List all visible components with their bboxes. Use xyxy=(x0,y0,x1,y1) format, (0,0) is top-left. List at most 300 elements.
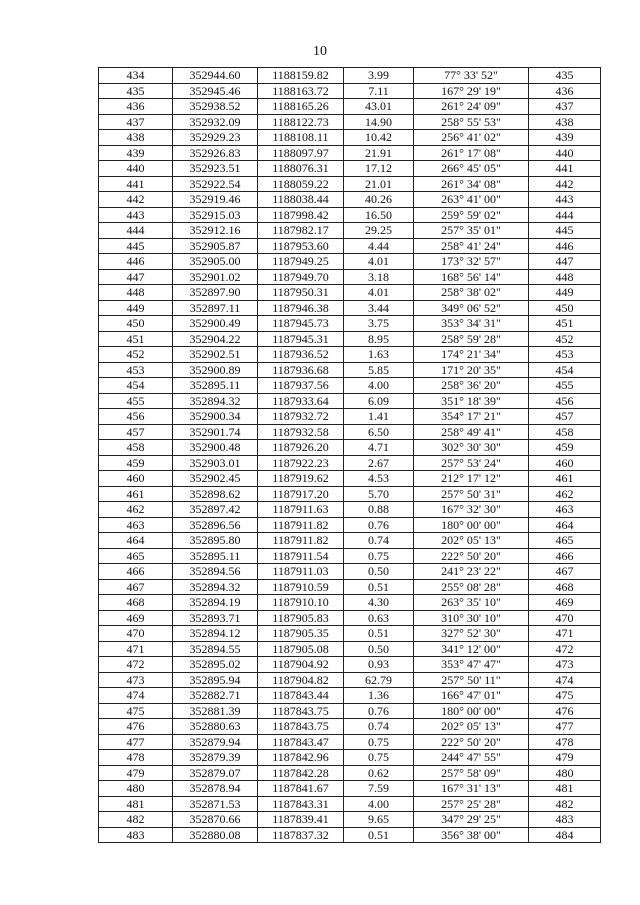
y-coordinate-cell: 1187843.44 xyxy=(258,688,344,704)
bearing-cell: 263° 41' 00" xyxy=(414,192,529,208)
table-row xyxy=(99,827,601,843)
next-point-cell: 447 xyxy=(529,254,601,270)
table-row xyxy=(99,130,601,146)
table-row xyxy=(99,114,601,130)
point-number-cell: 450 xyxy=(99,316,173,332)
next-point-cell: 451 xyxy=(529,316,601,332)
bearing-cell: 259° 59' 02" xyxy=(414,207,529,223)
next-point-cell: 463 xyxy=(529,502,601,518)
distance-cell: 17.12 xyxy=(344,161,414,177)
point-number-cell: 465 xyxy=(99,548,173,564)
table-row xyxy=(99,455,601,471)
point-number-cell: 435 xyxy=(99,83,173,99)
x-coordinate-cell: 352915.03 xyxy=(173,207,258,223)
x-coordinate-cell: 352879.94 xyxy=(173,734,258,750)
point-number-cell: 461 xyxy=(99,486,173,502)
distance-cell: 0.51 xyxy=(344,626,414,642)
bearing-cell: 180° 00' 00" xyxy=(414,517,529,533)
distance-cell: 0.75 xyxy=(344,750,414,766)
bearing-cell: 257° 25' 28" xyxy=(414,796,529,812)
y-coordinate-cell: 1188097.97 xyxy=(258,145,344,161)
distance-cell: 5.70 xyxy=(344,486,414,502)
bearing-cell: 171° 20' 35" xyxy=(414,362,529,378)
bearing-cell: 327° 52' 30" xyxy=(414,626,529,642)
point-number-cell: 474 xyxy=(99,688,173,704)
next-point-cell: 478 xyxy=(529,734,601,750)
distance-cell: 4.30 xyxy=(344,595,414,611)
y-coordinate-cell: 1187922.23 xyxy=(258,455,344,471)
point-number-cell: 479 xyxy=(99,765,173,781)
distance-cell: 0.75 xyxy=(344,548,414,564)
point-number-cell: 464 xyxy=(99,533,173,549)
point-number-cell: 442 xyxy=(99,192,173,208)
next-point-cell: 468 xyxy=(529,579,601,595)
y-coordinate-cell: 1187843.31 xyxy=(258,796,344,812)
next-point-cell: 474 xyxy=(529,672,601,688)
bearing-cell: 341° 12' 00" xyxy=(414,641,529,657)
bearing-cell: 266° 45' 05" xyxy=(414,161,529,177)
x-coordinate-cell: 352895.11 xyxy=(173,378,258,394)
distance-cell: 3.99 xyxy=(344,68,414,84)
next-point-cell: 443 xyxy=(529,192,601,208)
point-number-cell: 441 xyxy=(99,176,173,192)
point-number-cell: 436 xyxy=(99,99,173,115)
y-coordinate-cell: 1187911.54 xyxy=(258,548,344,564)
x-coordinate-cell: 352895.02 xyxy=(173,657,258,673)
point-number-cell: 469 xyxy=(99,610,173,626)
bearing-cell: 257° 50' 11" xyxy=(414,672,529,688)
bearing-cell: 202° 05' 13" xyxy=(414,719,529,735)
table-row xyxy=(99,285,601,301)
bearing-cell: 173° 32' 57" xyxy=(414,254,529,270)
table-row xyxy=(99,471,601,487)
point-number-cell: 446 xyxy=(99,254,173,270)
x-coordinate-cell: 352894.19 xyxy=(173,595,258,611)
x-coordinate-cell: 352901.02 xyxy=(173,269,258,285)
distance-cell: 0.93 xyxy=(344,657,414,673)
point-number-cell: 451 xyxy=(99,331,173,347)
x-coordinate-cell: 352893.71 xyxy=(173,610,258,626)
distance-cell: 4.00 xyxy=(344,378,414,394)
y-coordinate-cell: 1187982.17 xyxy=(258,223,344,239)
y-coordinate-cell: 1188163.72 xyxy=(258,83,344,99)
y-coordinate-cell: 1187905.83 xyxy=(258,610,344,626)
distance-cell: 0.50 xyxy=(344,564,414,580)
y-coordinate-cell: 1187839.41 xyxy=(258,812,344,828)
bearing-cell: 351° 18' 39" xyxy=(414,393,529,409)
next-point-cell: 442 xyxy=(529,176,601,192)
point-number-cell: 452 xyxy=(99,347,173,363)
distance-cell: 0.76 xyxy=(344,517,414,533)
distance-cell: 29.25 xyxy=(344,223,414,239)
distance-cell: 14.90 xyxy=(344,114,414,130)
x-coordinate-cell: 352900.89 xyxy=(173,362,258,378)
y-coordinate-cell: 1187910.10 xyxy=(258,595,344,611)
next-point-cell: 436 xyxy=(529,83,601,99)
bearing-cell: 261° 17' 08" xyxy=(414,145,529,161)
point-number-cell: 480 xyxy=(99,781,173,797)
y-coordinate-cell: 1188159.82 xyxy=(258,68,344,84)
next-point-cell: 462 xyxy=(529,486,601,502)
table-row xyxy=(99,316,601,332)
bearing-cell: 167° 29' 19" xyxy=(414,83,529,99)
distance-cell: 6.09 xyxy=(344,393,414,409)
table-row xyxy=(99,362,601,378)
bearing-cell: 310° 30' 10" xyxy=(414,610,529,626)
next-point-cell: 440 xyxy=(529,145,601,161)
bearing-cell: 258° 36' 20" xyxy=(414,378,529,394)
distance-cell: 2.67 xyxy=(344,455,414,471)
x-coordinate-cell: 352894.55 xyxy=(173,641,258,657)
distance-cell: 7.11 xyxy=(344,83,414,99)
x-coordinate-cell: 352897.11 xyxy=(173,300,258,316)
y-coordinate-cell: 1187842.28 xyxy=(258,765,344,781)
table-row xyxy=(99,161,601,177)
point-number-cell: 472 xyxy=(99,657,173,673)
y-coordinate-cell: 1187905.08 xyxy=(258,641,344,657)
next-point-cell: 456 xyxy=(529,393,601,409)
y-coordinate-cell: 1188122.73 xyxy=(258,114,344,130)
point-number-cell: 477 xyxy=(99,734,173,750)
y-coordinate-cell: 1187904.82 xyxy=(258,672,344,688)
y-coordinate-cell: 1188108.11 xyxy=(258,130,344,146)
x-coordinate-cell: 352938.52 xyxy=(173,99,258,115)
next-point-cell: 458 xyxy=(529,424,601,440)
y-coordinate-cell: 1187936.52 xyxy=(258,347,344,363)
point-number-cell: 454 xyxy=(99,378,173,394)
x-coordinate-cell: 352919.46 xyxy=(173,192,258,208)
bearing-cell: 167° 32' 30" xyxy=(414,502,529,518)
table-row xyxy=(99,502,601,518)
y-coordinate-cell: 1187998.42 xyxy=(258,207,344,223)
next-point-cell: 460 xyxy=(529,455,601,471)
y-coordinate-cell: 1187842.96 xyxy=(258,750,344,766)
point-number-cell: 448 xyxy=(99,285,173,301)
next-point-cell: 459 xyxy=(529,440,601,456)
x-coordinate-cell: 352900.48 xyxy=(173,440,258,456)
point-number-cell: 443 xyxy=(99,207,173,223)
point-number-cell: 483 xyxy=(99,827,173,843)
distance-cell: 16.50 xyxy=(344,207,414,223)
point-number-cell: 444 xyxy=(99,223,173,239)
x-coordinate-cell: 352894.56 xyxy=(173,564,258,580)
y-coordinate-cell: 1187910.59 xyxy=(258,579,344,595)
x-coordinate-cell: 352871.53 xyxy=(173,796,258,812)
bearing-cell: 354° 17' 21" xyxy=(414,409,529,425)
y-coordinate-cell: 1187843.75 xyxy=(258,703,344,719)
bearing-cell: 258° 38' 02" xyxy=(414,285,529,301)
x-coordinate-cell: 352923.51 xyxy=(173,161,258,177)
coordinates-table xyxy=(98,67,601,843)
y-coordinate-cell: 1187919.62 xyxy=(258,471,344,487)
distance-cell: 1.36 xyxy=(344,688,414,704)
next-point-cell: 473 xyxy=(529,657,601,673)
bearing-cell: 255° 08' 28" xyxy=(414,579,529,595)
y-coordinate-cell: 1187950.31 xyxy=(258,285,344,301)
table-row xyxy=(99,207,601,223)
x-coordinate-cell: 352897.90 xyxy=(173,285,258,301)
y-coordinate-cell: 1187911.63 xyxy=(258,502,344,518)
table-row xyxy=(99,378,601,394)
y-coordinate-cell: 1188038.44 xyxy=(258,192,344,208)
x-coordinate-cell: 352922.54 xyxy=(173,176,258,192)
table-row xyxy=(99,548,601,564)
y-coordinate-cell: 1187949.70 xyxy=(258,269,344,285)
distance-cell: 43.01 xyxy=(344,99,414,115)
table-row xyxy=(99,688,601,704)
table-row xyxy=(99,145,601,161)
x-coordinate-cell: 352901.74 xyxy=(173,424,258,440)
distance-cell: 4.44 xyxy=(344,238,414,254)
bearing-cell: 356° 38' 00" xyxy=(414,827,529,843)
y-coordinate-cell: 1187937.56 xyxy=(258,378,344,394)
x-coordinate-cell: 352894.32 xyxy=(173,579,258,595)
next-point-cell: 475 xyxy=(529,688,601,704)
distance-cell: 3.75 xyxy=(344,316,414,332)
point-number-cell: 449 xyxy=(99,300,173,316)
next-point-cell: 469 xyxy=(529,595,601,611)
next-point-cell: 445 xyxy=(529,223,601,239)
y-coordinate-cell: 1187932.58 xyxy=(258,424,344,440)
bearing-cell: 222° 50' 20" xyxy=(414,734,529,750)
y-coordinate-cell: 1188076.31 xyxy=(258,161,344,177)
point-number-cell: 478 xyxy=(99,750,173,766)
bearing-cell: 261° 34' 08" xyxy=(414,176,529,192)
next-point-cell: 461 xyxy=(529,471,601,487)
next-point-cell: 483 xyxy=(529,812,601,828)
table-row xyxy=(99,641,601,657)
distance-cell: 1.41 xyxy=(344,409,414,425)
distance-cell: 10.42 xyxy=(344,130,414,146)
distance-cell: 0.74 xyxy=(344,533,414,549)
bearing-cell: 174° 21' 34" xyxy=(414,347,529,363)
table-row xyxy=(99,781,601,797)
y-coordinate-cell: 1187926.20 xyxy=(258,440,344,456)
point-number-cell: 447 xyxy=(99,269,173,285)
next-point-cell: 466 xyxy=(529,548,601,564)
x-coordinate-cell: 352905.00 xyxy=(173,254,258,270)
table-row xyxy=(99,703,601,719)
distance-cell: 0.76 xyxy=(344,703,414,719)
point-number-cell: 482 xyxy=(99,812,173,828)
distance-cell: 5.85 xyxy=(344,362,414,378)
next-point-cell: 453 xyxy=(529,347,601,363)
next-point-cell: 448 xyxy=(529,269,601,285)
next-point-cell: 481 xyxy=(529,781,601,797)
point-number-cell: 455 xyxy=(99,393,173,409)
y-coordinate-cell: 1187837.32 xyxy=(258,827,344,843)
table-row xyxy=(99,750,601,766)
point-number-cell: 453 xyxy=(99,362,173,378)
distance-cell: 6.50 xyxy=(344,424,414,440)
next-point-cell: 435 xyxy=(529,68,601,84)
x-coordinate-cell: 352944.60 xyxy=(173,68,258,84)
next-point-cell: 470 xyxy=(529,610,601,626)
next-point-cell: 476 xyxy=(529,703,601,719)
y-coordinate-cell: 1187904.92 xyxy=(258,657,344,673)
distance-cell: 40.26 xyxy=(344,192,414,208)
x-coordinate-cell: 352894.32 xyxy=(173,393,258,409)
bearing-cell: 222° 50' 20" xyxy=(414,548,529,564)
table-row xyxy=(99,610,601,626)
y-coordinate-cell: 1187843.47 xyxy=(258,734,344,750)
distance-cell: 3.18 xyxy=(344,269,414,285)
next-point-cell: 464 xyxy=(529,517,601,533)
point-number-cell: 459 xyxy=(99,455,173,471)
y-coordinate-cell: 1187841.67 xyxy=(258,781,344,797)
y-coordinate-cell: 1187917.20 xyxy=(258,486,344,502)
point-number-cell: 456 xyxy=(99,409,173,425)
point-number-cell: 470 xyxy=(99,626,173,642)
y-coordinate-cell: 1187945.31 xyxy=(258,331,344,347)
bearing-cell: 302° 30' 30" xyxy=(414,440,529,456)
x-coordinate-cell: 352900.34 xyxy=(173,409,258,425)
table-row xyxy=(99,486,601,502)
x-coordinate-cell: 352881.39 xyxy=(173,703,258,719)
distance-cell: 4.53 xyxy=(344,471,414,487)
x-coordinate-cell: 352894.12 xyxy=(173,626,258,642)
x-coordinate-cell: 352878.94 xyxy=(173,781,258,797)
table-row xyxy=(99,331,601,347)
bearing-cell: 258° 41' 24" xyxy=(414,238,529,254)
distance-cell: 0.88 xyxy=(344,502,414,518)
next-point-cell: 482 xyxy=(529,796,601,812)
next-point-cell: 477 xyxy=(529,719,601,735)
y-coordinate-cell: 1187911.03 xyxy=(258,564,344,580)
distance-cell: 1.63 xyxy=(344,347,414,363)
point-number-cell: 438 xyxy=(99,130,173,146)
next-point-cell: 438 xyxy=(529,114,601,130)
point-number-cell: 458 xyxy=(99,440,173,456)
table-row xyxy=(99,254,601,270)
x-coordinate-cell: 352879.39 xyxy=(173,750,258,766)
distance-cell: 3.44 xyxy=(344,300,414,316)
distance-cell: 21.91 xyxy=(344,145,414,161)
bearing-cell: 244° 47' 55" xyxy=(414,750,529,766)
x-coordinate-cell: 352905.87 xyxy=(173,238,258,254)
distance-cell: 4.01 xyxy=(344,285,414,301)
table-row xyxy=(99,424,601,440)
y-coordinate-cell: 1187949.25 xyxy=(258,254,344,270)
point-number-cell: 466 xyxy=(99,564,173,580)
next-point-cell: 441 xyxy=(529,161,601,177)
table-row xyxy=(99,409,601,425)
bearing-cell: 257° 50' 31" xyxy=(414,486,529,502)
x-coordinate-cell: 352895.11 xyxy=(173,548,258,564)
y-coordinate-cell: 1187933.64 xyxy=(258,393,344,409)
table-row xyxy=(99,734,601,750)
point-number-cell: 434 xyxy=(99,68,173,84)
table-row xyxy=(99,300,601,316)
x-coordinate-cell: 352912.16 xyxy=(173,223,258,239)
bearing-cell: 349° 06' 52" xyxy=(414,300,529,316)
next-point-cell: 479 xyxy=(529,750,601,766)
y-coordinate-cell: 1188059.22 xyxy=(258,176,344,192)
y-coordinate-cell: 1187953.60 xyxy=(258,238,344,254)
bearing-cell: 258° 59' 28" xyxy=(414,331,529,347)
bearing-cell: 256° 41' 02" xyxy=(414,130,529,146)
next-point-cell: 455 xyxy=(529,378,601,394)
table-row xyxy=(99,269,601,285)
point-number-cell: 440 xyxy=(99,161,173,177)
point-number-cell: 476 xyxy=(99,719,173,735)
bearing-cell: 257° 53' 24" xyxy=(414,455,529,471)
table-row xyxy=(99,176,601,192)
bearing-cell: 353° 47' 47" xyxy=(414,657,529,673)
y-coordinate-cell: 1187936.68 xyxy=(258,362,344,378)
table-row xyxy=(99,595,601,611)
point-number-cell: 457 xyxy=(99,424,173,440)
y-coordinate-cell: 1187946.38 xyxy=(258,300,344,316)
x-coordinate-cell: 352879.07 xyxy=(173,765,258,781)
table-row xyxy=(99,68,601,84)
bearing-cell: 167° 31' 13" xyxy=(414,781,529,797)
x-coordinate-cell: 352897.42 xyxy=(173,502,258,518)
distance-cell: 8.95 xyxy=(344,331,414,347)
bearing-cell: 257° 58' 09" xyxy=(414,765,529,781)
table-row xyxy=(99,517,601,533)
x-coordinate-cell: 352896.56 xyxy=(173,517,258,533)
x-coordinate-cell: 352932.09 xyxy=(173,114,258,130)
table-row xyxy=(99,796,601,812)
x-coordinate-cell: 352902.51 xyxy=(173,347,258,363)
point-number-cell: 460 xyxy=(99,471,173,487)
next-point-cell: 472 xyxy=(529,641,601,657)
distance-cell: 4.01 xyxy=(344,254,414,270)
x-coordinate-cell: 352900.49 xyxy=(173,316,258,332)
bearing-cell: 241° 23' 22" xyxy=(414,564,529,580)
distance-cell: 0.63 xyxy=(344,610,414,626)
x-coordinate-cell: 352929.23 xyxy=(173,130,258,146)
point-number-cell: 481 xyxy=(99,796,173,812)
distance-cell: 7.59 xyxy=(344,781,414,797)
coordinates-table-body xyxy=(99,68,601,843)
distance-cell: 0.50 xyxy=(344,641,414,657)
y-coordinate-cell: 1187945.73 xyxy=(258,316,344,332)
table-row xyxy=(99,347,601,363)
x-coordinate-cell: 352880.63 xyxy=(173,719,258,735)
bearing-cell: 77° 33' 52" xyxy=(414,68,529,84)
bearing-cell: 258° 55' 53" xyxy=(414,114,529,130)
bearing-cell: 263° 35' 10" xyxy=(414,595,529,611)
table-row xyxy=(99,765,601,781)
table-row xyxy=(99,238,601,254)
bearing-cell: 168° 56' 14" xyxy=(414,269,529,285)
table-row xyxy=(99,192,601,208)
page-number: 10 xyxy=(313,44,327,59)
table-row xyxy=(99,99,601,115)
x-coordinate-cell: 352945.46 xyxy=(173,83,258,99)
x-coordinate-cell: 352870.66 xyxy=(173,812,258,828)
table-row xyxy=(99,564,601,580)
bearing-cell: 258° 49' 41" xyxy=(414,424,529,440)
table-row xyxy=(99,579,601,595)
next-point-cell: 439 xyxy=(529,130,601,146)
y-coordinate-cell: 1187911.82 xyxy=(258,533,344,549)
distance-cell: 0.51 xyxy=(344,579,414,595)
bearing-cell: 180° 00' 00" xyxy=(414,703,529,719)
point-number-cell: 471 xyxy=(99,641,173,657)
x-coordinate-cell: 352882.71 xyxy=(173,688,258,704)
table-row xyxy=(99,812,601,828)
table-row xyxy=(99,83,601,99)
point-number-cell: 462 xyxy=(99,502,173,518)
point-number-cell: 463 xyxy=(99,517,173,533)
distance-cell: 0.74 xyxy=(344,719,414,735)
distance-cell: 4.71 xyxy=(344,440,414,456)
bearing-cell: 347° 29' 25" xyxy=(414,812,529,828)
distance-cell: 9.65 xyxy=(344,812,414,828)
